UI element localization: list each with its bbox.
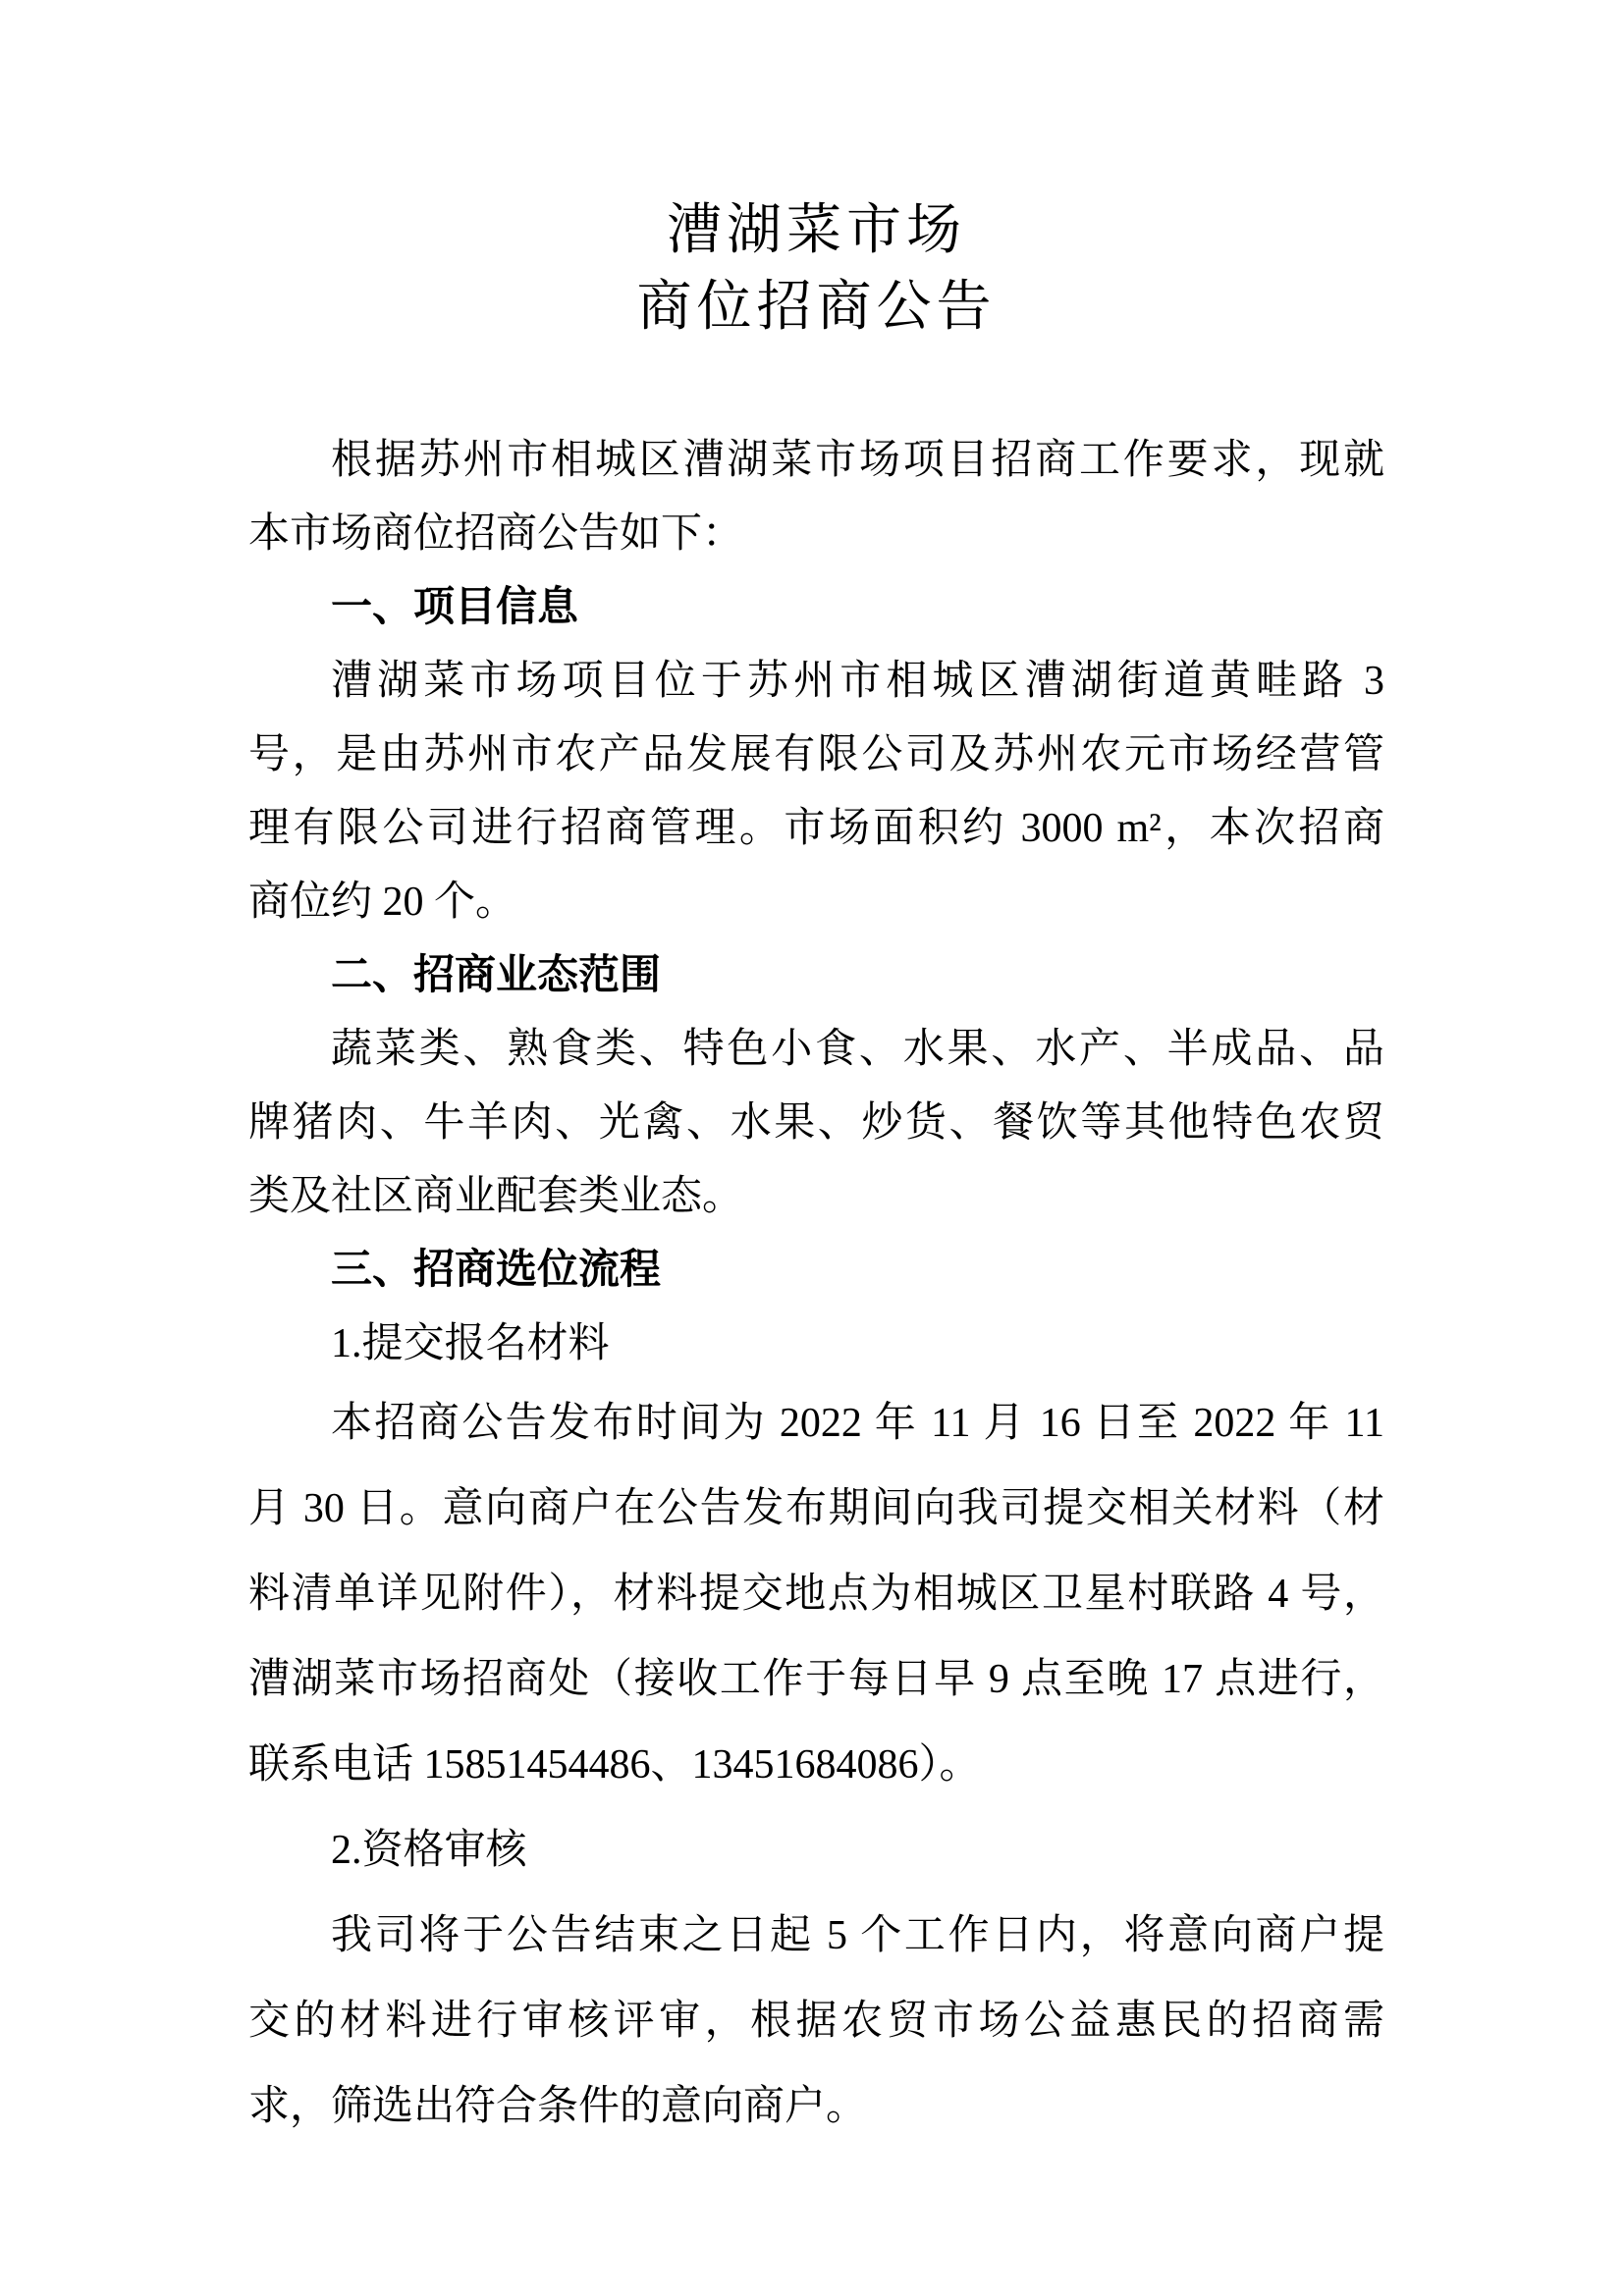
doc-text-line: 交的材料进行审核评审，根据农贸市场公益惠民的招商需 [248,1999,1384,2044]
doc-text-line: 求，筛选出符合条件的意向商户。 [248,2084,868,2129]
title-body-spacer [248,346,1384,424]
doc-text-line: 料清单详见附件），材料提交地点为相城区卫星村联路 4 号， [248,1572,1384,1617]
doc-text-line: 商位约 20 个。 [248,880,517,925]
doc-text-line: 漕湖菜市场项目位于苏州市相城区漕湖街道黄畦路 3 [331,659,1384,704]
doc-heading-line: 二、招商业态范围 [331,953,662,998]
doc-text-line: 根据苏州市相城区漕湖菜市场项目招商工作要求，现就 [331,438,1384,483]
document-body [248,424,1384,2150]
doc-text-line: 理有限公司进行招商管理。市场面积约 3000 m²，本次招商 [248,806,1384,851]
doc-text-line: 本市场商位招商公告如下： [248,511,744,557]
document-page [248,192,1384,2150]
doc-text-line: 号，是由苏州市农产品发展有限公司及苏州农元市场经营管 [248,732,1384,777]
doc-heading-line: 一、项目信息 [331,585,579,630]
document-title-line-1: 漕湖菜市场 [667,200,966,261]
document-title-line-2: 商位招商公告 [636,277,997,338]
doc-heading-line: 三、招商选位流程 [331,1248,662,1293]
doc-text-line: 漕湖菜市场招商处（接收工作于每日早 9 点至晚 17 点进行， [248,1657,1384,1702]
doc-text-line: 2.资格审核 [331,1828,527,1873]
doc-text-line: 牌猪肉、牛羊肉、光禽、水果、炒货、餐饮等其他特色农贸 [248,1100,1384,1146]
doc-text-line: 类及社区商业配套类业态。 [248,1174,744,1219]
doc-text-line: 月 30 日。意向商户在公告发布期间向我司提交相关材料（材 [248,1486,1384,1531]
doc-text-line: 我司将于公告结束之日起 5 个工作日内，将意向商户提 [331,1913,1384,1958]
doc-text-line: 联系电话 15851454486、13451684086）。 [248,1742,981,1788]
doc-text-line: 1.提交报名材料 [331,1321,610,1366]
doc-text-line: 蔬菜类、熟食类、特色小食、水果、水产、半成品、品 [331,1027,1384,1072]
doc-text-line: 本招商公告发布时间为 2022 年 11 月 16 日至 2022 年 11 [331,1401,1384,1446]
